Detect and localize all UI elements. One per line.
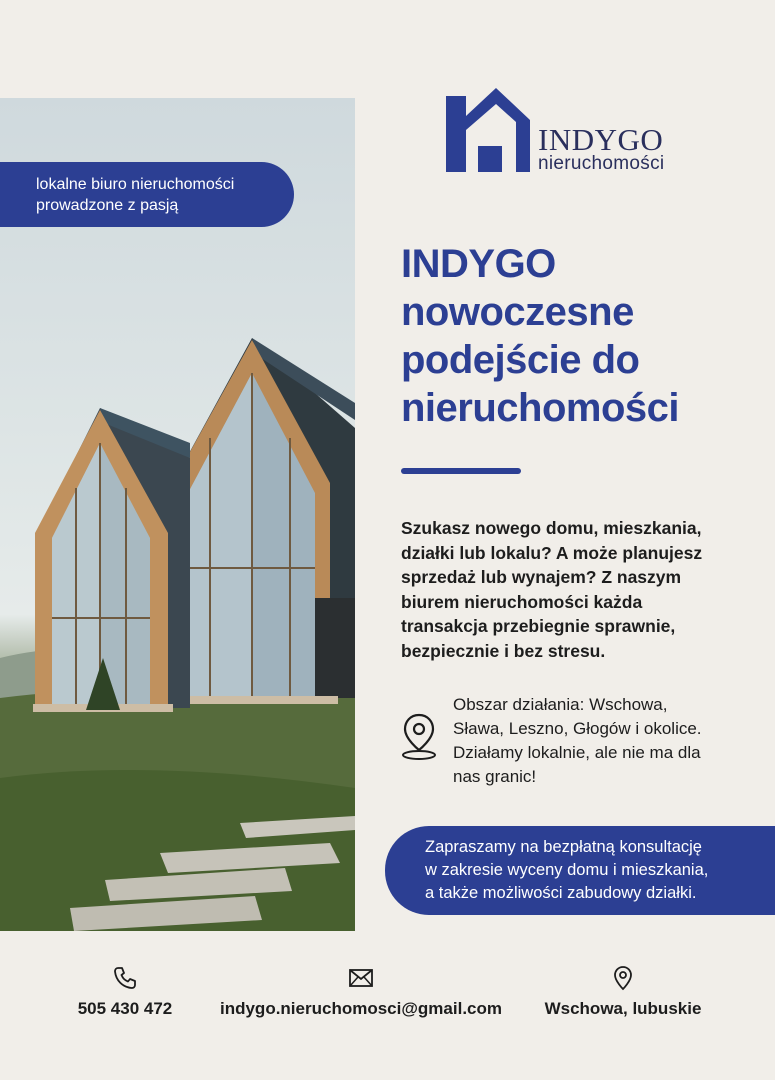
tagline-line: prowadzone z pasją: [36, 197, 179, 214]
intro-line: biurem nieruchomości każda: [401, 591, 643, 612]
envelope-icon: [347, 965, 375, 991]
intro-paragraph: [401, 516, 761, 663]
headline-line: nowoczesne: [401, 290, 634, 334]
invite-line: a także możliwości zabudowy działki.: [425, 884, 697, 902]
area-line: nas granic!: [453, 767, 537, 786]
map-pin-icon: [400, 712, 438, 762]
map-pin-icon: [612, 965, 634, 991]
consultation-banner: [385, 826, 775, 915]
tagline-banner: [0, 162, 294, 227]
phone-number[interactable]: 505 430 472: [77, 999, 173, 1018]
contact-location: [536, 965, 710, 1019]
headline-line: nieruchomości: [401, 386, 680, 430]
area-line: Sława, Leszno, Głogów i okolice.: [453, 719, 702, 738]
contact-email[interactable]: [216, 965, 506, 1019]
email-address[interactable]: indygo.nieruchomosci@gmail.com: [219, 999, 502, 1018]
headline: [401, 240, 761, 432]
invite-line: Zapraszamy na bezpłatną konsultację: [425, 838, 702, 856]
headline-line: podejście do: [401, 338, 640, 382]
phone-icon: [112, 965, 138, 991]
headline-line: INDYGO: [401, 242, 556, 286]
area-of-operation: [453, 693, 753, 789]
area-line: Obszar działania: Wschowa,: [453, 695, 668, 714]
logo-subtitle: nieruchomości: [538, 153, 665, 174]
tagline-line: lokalne biuro nieruchomości: [36, 176, 235, 193]
invite-line: w zakresie wyceny domu i mieszkania,: [425, 861, 709, 879]
logo-name: INDYGO: [538, 122, 664, 157]
location-text: Wschowa, lubuskie: [544, 999, 702, 1018]
intro-line: Szukasz nowego domu, mieszkania,: [401, 518, 702, 538]
intro-line: bezpiecznie i bez stresu.: [401, 640, 606, 661]
area-line: Działamy lokalnie, ale nie ma dla: [453, 743, 701, 762]
divider: [401, 468, 521, 474]
intro-line: działki lub lokalu? A może planujesz: [401, 542, 703, 563]
contact-phone[interactable]: [62, 965, 188, 1019]
intro-line: sprzedaż lub wynajem? Z naszym: [401, 567, 682, 587]
intro-line: transakcja przebiegnie sprawnie,: [401, 616, 676, 636]
